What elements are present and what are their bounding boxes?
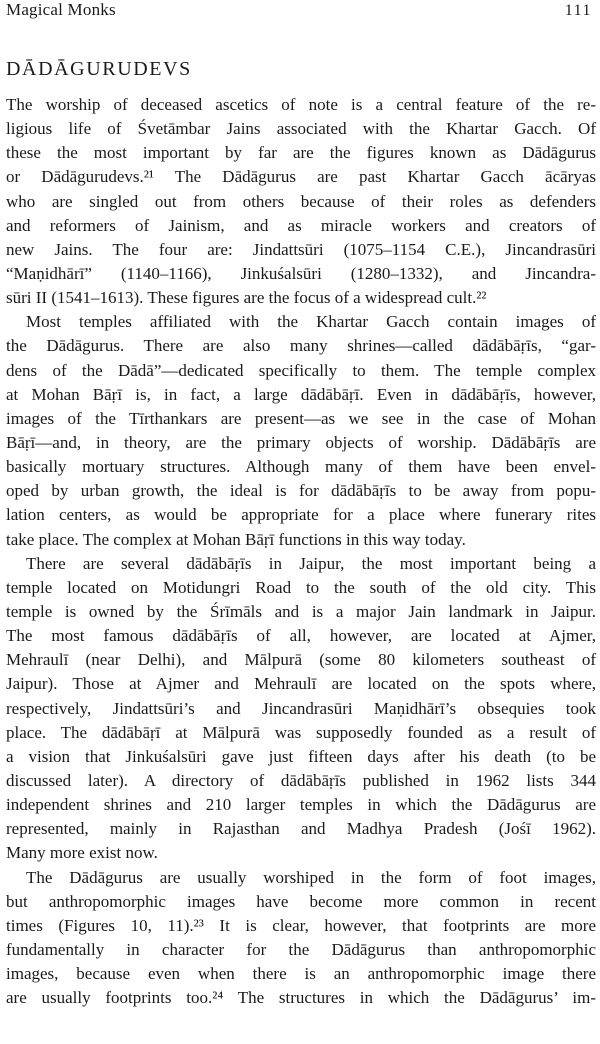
text-line: take place. The complex at Mohan Bāṛī functions in this way today. xyxy=(6,529,466,549)
section-heading: DĀDĀGURUDEVS xyxy=(6,58,192,80)
text-line: a vision that Jinkuśalsūri gave just fifteen days after his death (to be xyxy=(6,746,596,766)
text-line: discussed later). A directory of dādābāṛīs published in 1962 lists 344 xyxy=(6,770,596,790)
body-text xyxy=(6,93,596,1010)
running-header xyxy=(6,0,592,22)
text-line: represented, mainly in Rajasthan and Madhya Pradesh (Jośī 1962). xyxy=(6,819,596,839)
text-line: and reformers of Jainism, and as miracle workers and creators of xyxy=(6,215,596,235)
text-line: sūri II (1541–1613). These figures are the focus of a widespread cult.²² xyxy=(6,288,487,308)
text-line: The worship of deceased ascetics of note is a central feature of the re- xyxy=(6,95,596,114)
text-line: There are several dādābāṛīs in Jaipur, the most important being a xyxy=(26,553,596,573)
text-line: dens of the Dādā”—dedicated specifically to them. The temple complex xyxy=(6,360,596,380)
text-line: but anthropomorphic images have become more common in recent xyxy=(6,891,596,911)
text-line: Most temples affiliated with the Khartar Gacch contain images of xyxy=(26,312,596,332)
page-number: 111 xyxy=(564,2,592,19)
text-line: new Jains. The four are: Jindattsūri (1075–1154 C.E.), Jincandrasūri xyxy=(6,239,596,259)
text-line: times (Figures 10, 11).²³ It is clear, however, that footprints are more xyxy=(6,915,596,935)
text-line: oped by urban growth, the ideal is for dādābāṛīs to be away from popu- xyxy=(6,481,596,501)
text-line: temple located on Motidungri Road to the south of the old city. This xyxy=(6,577,596,597)
text-line: independent shrines and 210 larger temples in which the Dādāgurus are xyxy=(6,795,596,815)
paragraph-3 xyxy=(6,552,596,866)
text-line: or Dādāgurudevs.²¹ The Dādāgurus are past Khartar Gacch ācāryas xyxy=(6,167,596,187)
text-line: images, because even when there is an anthropomorphic image there xyxy=(6,964,596,984)
text-line: at Mohan Bāṛī is, in fact, a large dādābāṛī. Even in dādābāṛīs, however, xyxy=(6,384,596,404)
text-line: Bāṛī—and, in theory, are the primary objects of worship. Dādābāṛīs are xyxy=(6,432,596,452)
paragraph-1 xyxy=(6,93,596,310)
text-line: “Maṇidhārī” (1140–1166), Jinkuśalsūri (1280–1332), and Jincandra- xyxy=(6,263,596,283)
running-title: Magical Monks xyxy=(6,0,116,19)
paragraph-4 xyxy=(6,866,596,1011)
text-line: ligious life of Śvetāmbar Jains associated with the Khartar Gacch. Of xyxy=(6,119,596,139)
text-line: respectively, Jindattsūri’s and Jincandrasūri Maṇidhārī’s obsequies took xyxy=(6,698,596,718)
text-line: The most famous dādābāṛīs of all, however, are located at Ajmer, xyxy=(6,626,596,646)
text-line: fundamentally in character for the Dādāgurus than anthropomorphic xyxy=(6,939,596,959)
text-line: the Dādāgurus. There are also many shrines—called dādābāṛīs, “gar- xyxy=(6,336,596,356)
text-line: The Dādāgurus are usually worshiped in the form of foot images, xyxy=(26,867,596,887)
paragraph-2 xyxy=(6,310,596,551)
text-line: Many more exist now. xyxy=(6,843,158,863)
text-line: temple is owned by the Śrīmāls and is a major Jain landmark in Jaipur. xyxy=(6,601,596,621)
text-line: place. The dādābāṛī at Mālpurā was supposedly founded as a result of xyxy=(6,722,596,742)
text-line: Mehraulī (near Delhi), and Mālpurā (some 80 kilometers southeast of xyxy=(6,650,596,670)
text-line: lation centers, as would be appropriate for a place where funerary rites xyxy=(6,505,596,525)
text-line: Jaipur). Those at Ajmer and Mehraulī are located on the spots where, xyxy=(6,674,596,694)
text-line: who are singled out from others because of their roles as defenders xyxy=(6,191,596,211)
text-line: these the most important by far are the figures known as Dādāgurus xyxy=(6,143,596,163)
text-line: are usually footprints too.²⁴ The structures in which the Dādāgurus’ im- xyxy=(6,988,596,1008)
text-line: basically mortuary structures. Although many of them have been envel- xyxy=(6,457,596,477)
text-line: images of the Tīrthankars are present—as we see in the case of Mohan xyxy=(6,408,596,428)
